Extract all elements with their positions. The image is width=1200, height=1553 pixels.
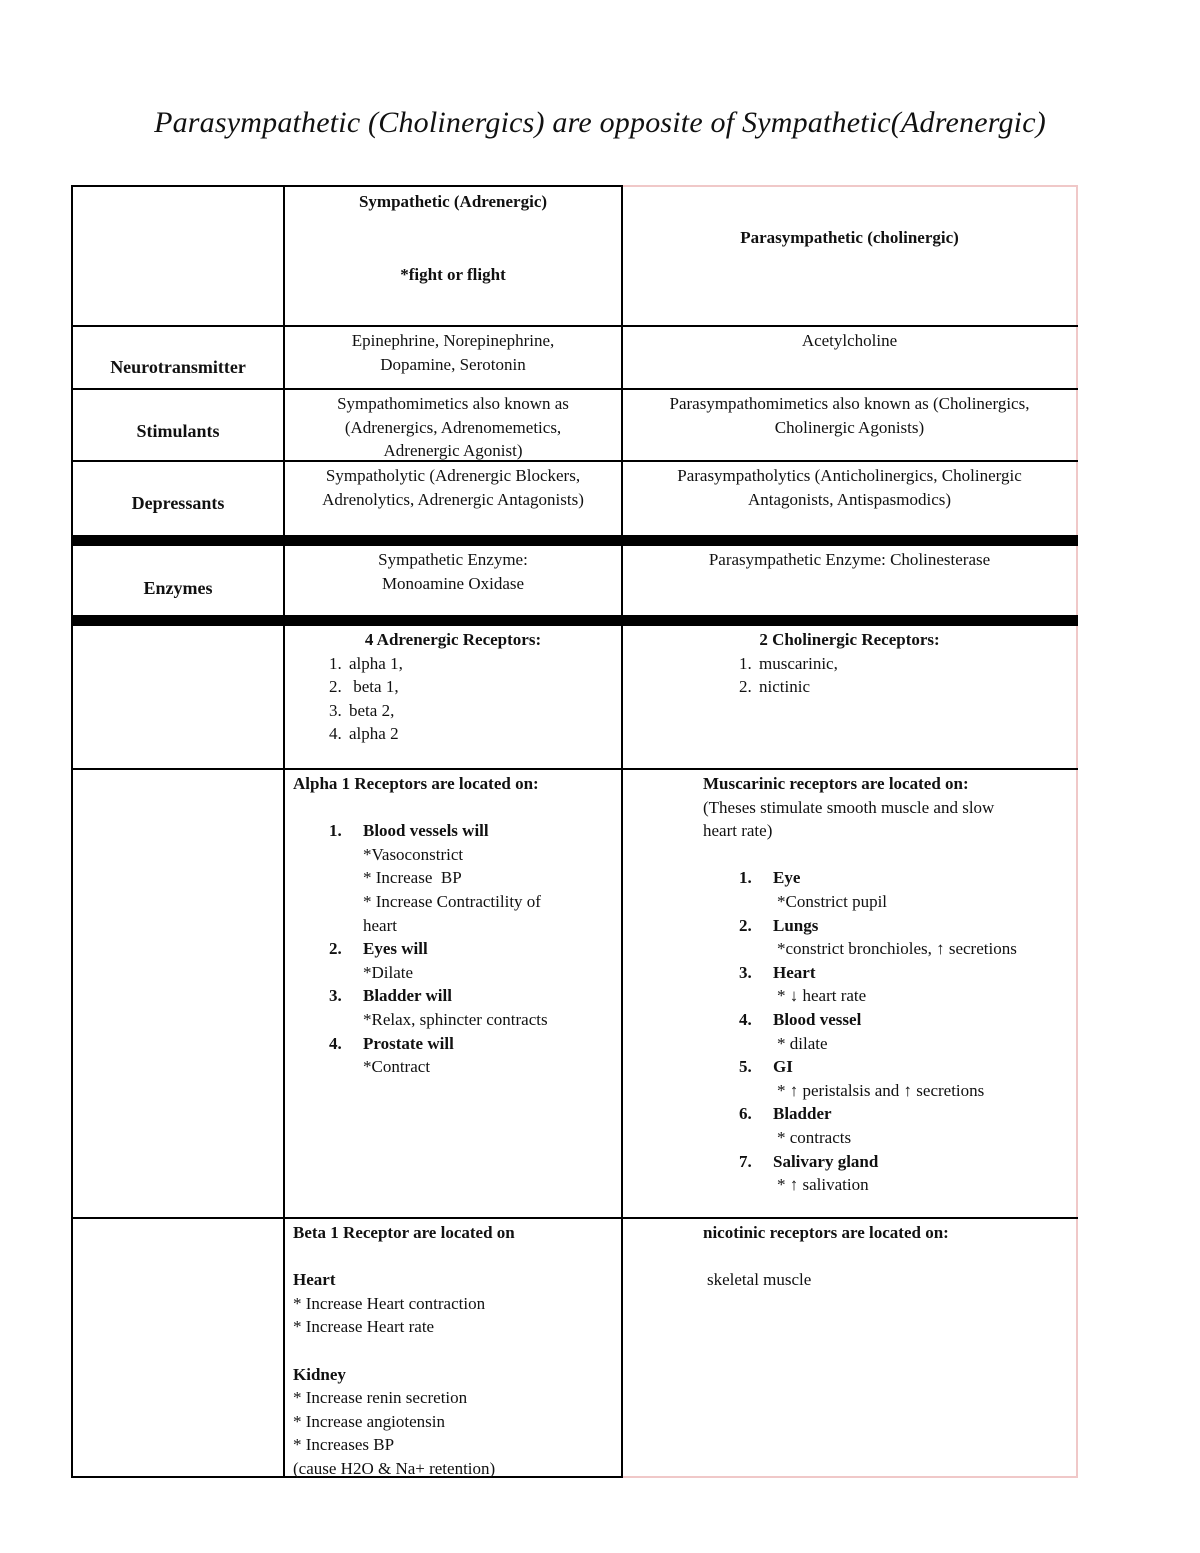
stimulants-sympathetic: [285, 392, 621, 463]
note: heart: [363, 915, 397, 935]
neurotransmitter-sympathetic: [285, 329, 621, 376]
nicotinic-cell: [703, 1221, 1073, 1292]
note: * ↑ peristalsis and ↑ secretions: [777, 1080, 985, 1100]
alpha1-cell: [293, 772, 619, 1079]
text-line: Cholinergic Agonists): [774, 417, 925, 437]
note: *Vasoconstrict: [363, 844, 464, 864]
enzymes-sympathetic: [285, 548, 621, 595]
list-item: 3. beta 2,: [329, 700, 395, 720]
text-line: Adrenolytics, Adrenergic Antagonists): [322, 489, 584, 509]
note: * Increase renin secretion: [293, 1388, 468, 1408]
muscarinic-heading: Muscarinic receptors are located on:: [703, 774, 969, 793]
text-line: Epinephrine, Norepinephrine,: [351, 331, 555, 350]
enzymes-parasympathetic: [623, 548, 1076, 572]
list-item: 5. GI: [739, 1057, 793, 1077]
note: (cause H2O & Na+ retention): [293, 1458, 496, 1478]
text-line: Dopamine, Serotonin: [380, 354, 526, 374]
note: * Increase Heart contraction: [293, 1293, 486, 1313]
list-item: 3. Bladder will: [329, 986, 452, 1006]
list-item: 2. beta 1,: [329, 677, 399, 697]
text-line: Acetylcholine: [801, 331, 898, 350]
list-item: 4. Blood vessel: [739, 1009, 862, 1029]
list-item: 2. nictinic: [739, 677, 810, 697]
list-item: 2. Eyes will: [329, 939, 428, 959]
text-line: Parasympatholytics (Anticholinergics, Cholinergic: [677, 466, 1022, 485]
note: * ↑ salivation: [777, 1175, 869, 1195]
text-line: Adrenergic Agonist): [383, 441, 523, 461]
text-line: Antagonists, Antispasmodics): [747, 489, 952, 509]
cholinergic-receptors-cell: [623, 628, 1076, 699]
text-line: Parasympathetic Enzyme: Cholinesterase: [708, 550, 991, 569]
row-label-neurotransmitter: Neurotransmitter: [110, 357, 246, 377]
note: * Increase angiotensin: [293, 1411, 445, 1431]
beta1-heading: Beta 1 Receptor are located on: [293, 1223, 515, 1242]
note: * ↓ heart rate: [777, 986, 867, 1006]
list-item: 1. alpha 1,: [329, 653, 403, 673]
adrenergic-receptors-heading: 4 Adrenergic Receptors:: [364, 630, 542, 649]
note: (Theses stimulate smooth muscle and slow: [703, 797, 995, 817]
row-label-stimulants: Stimulants: [136, 421, 220, 441]
depressants-parasympathetic: [623, 464, 1076, 511]
note: * dilate: [777, 1033, 828, 1053]
neurotransmitter-parasympathetic: [623, 329, 1076, 353]
alpha1-heading: Alpha 1 Receptors are located on:: [293, 774, 539, 793]
note: *Dilate: [363, 962, 414, 982]
list-item: 4. alpha 2: [329, 724, 399, 744]
list-item: 4. Prostate will: [329, 1033, 454, 1053]
depressants-sympathetic: [285, 464, 621, 511]
note: *Constrict pupil: [777, 891, 888, 911]
beta1-cell: [293, 1221, 619, 1481]
fight-or-flight-note: *fight or flight: [400, 264, 506, 284]
cholinergic-receptors-heading: 2 Cholinergic Receptors:: [759, 630, 940, 649]
text-line: Parasympathomimetics also known as (Cholinergics,: [669, 394, 1030, 413]
page-title: Parasympathetic (Cholinergics) are opposite of Sympathetic(Adrenergic): [154, 106, 1046, 139]
note: *Contract: [363, 1057, 431, 1077]
note: * Increase Contractility of: [363, 891, 541, 911]
note: * Increase Heart rate: [293, 1317, 435, 1337]
heart-subheading: Heart: [293, 1270, 336, 1290]
stimulants-parasympathetic: [623, 392, 1076, 439]
list-item: 1. Eye: [739, 868, 801, 888]
list-item: 1. muscarinic,: [739, 653, 838, 673]
row-label-depressants: Depressants: [131, 493, 225, 513]
note: *Relax, sphincter contracts: [363, 1009, 548, 1029]
muscarinic-cell: [703, 772, 1073, 1197]
text-line: Sympathomimetics also known as: [337, 394, 569, 413]
text-line: (Adrenergics, Adrenomemetics,: [344, 417, 562, 437]
note: * contracts: [777, 1127, 852, 1147]
header-sympathetic: [285, 190, 621, 286]
note: *constrict bronchioles, ↑ secretions: [777, 939, 1017, 959]
nicotinic-heading: nicotinic receptors are located on:: [703, 1223, 949, 1242]
note: heart rate): [703, 821, 773, 841]
list-item: 1. Blood vessels will: [329, 821, 489, 841]
text-line: Sympatholytic (Adrenergic Blockers,: [325, 466, 581, 485]
adrenergic-receptors-cell: [285, 628, 621, 746]
list-item: 3. Heart: [739, 962, 816, 982]
list-item: 7. Salivary gland: [739, 1151, 879, 1171]
sympathetic-column-title: Sympathetic (Adrenergic): [358, 192, 548, 211]
list-item: 6. Bladder: [739, 1104, 832, 1124]
text-line: Sympathetic Enzyme:: [378, 550, 528, 569]
nicotinic-location: skeletal muscle: [707, 1270, 812, 1290]
list-item: 2. Lungs: [739, 915, 819, 935]
row-label-enzymes: Enzymes: [143, 578, 213, 598]
note: * Increase BP: [363, 868, 462, 888]
note: * Increases BP: [293, 1435, 395, 1455]
header-parasympathetic: [623, 226, 1076, 250]
kidney-subheading: Kidney: [293, 1364, 346, 1384]
text-line: Monoamine Oxidase: [381, 573, 525, 593]
parasympathetic-column-title: Parasympathetic (cholinergic): [740, 228, 959, 247]
